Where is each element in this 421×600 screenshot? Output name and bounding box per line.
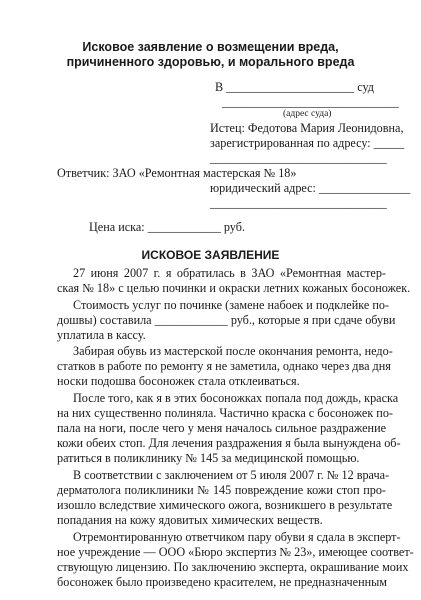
body-line-12: кожи обеих стоп. Для лечения раздражения я была вынуждена об- (57, 436, 401, 450)
defendant-line-3: _____________________________ (210, 196, 387, 210)
body-line-5: уплатила в кассу. (57, 328, 146, 342)
body-line-2: ская № 18» с целью починки и окраски летних кожаных босоножек. (57, 281, 411, 295)
document-title-line-1: Исковое заявление о возмещении вреда, (82, 40, 339, 54)
court-address-caption: (адрес суда) (283, 109, 332, 119)
body-line-6: Забирая обувь из мастерской после окончания ремонта, недо- (73, 344, 393, 358)
body-line-16: изошло вследствие химического ожога, возникшего в результате (57, 498, 393, 512)
plaintiff-line-2: зарегистрированная по адресу: _____ (210, 136, 405, 150)
body-line-20: ствующую лицензию. По заключению эксперта, окрашивание моих (57, 560, 409, 574)
body-line-21: босоножек было произведено красителем, не предназначенным (57, 575, 388, 589)
body-line-4: дошвы) составила ____________ руб., которые я при сдаче обуви (57, 313, 396, 327)
court-line-2: _____________________________ (222, 95, 399, 109)
body-line-15: дерматолога поликлиники № 145 повреждение кожи стоп про- (57, 483, 386, 497)
body-line-17: попадания на кожу ядовитых химических веществ. (57, 513, 323, 527)
body-line-7: статков в работе по ремонту я не заметила, однако через два дня (57, 359, 391, 373)
body-line-13: ратиться в поликлинику № 145 за медицинской помощью. (57, 451, 360, 465)
body-line-8: носки подошва босоножек стала отклеиваться. (57, 374, 300, 388)
plaintiff-line-1: Истец: Федотова Мария Леонидовна, (210, 121, 404, 135)
document-title-line-2: причиненного здоровью, и морального вреда (66, 55, 355, 69)
body-line-3: Стоимость услуг по починке (замене набоек и подклейке по- (73, 298, 389, 312)
body-line-10: на них существенно полиняла. Частично краска с босоножек по- (57, 406, 393, 420)
defendant-line-1: Ответчик: ЗАО «Ремонтная мастерская № 18» (57, 166, 297, 180)
body-line-18: Отремонтированную ответчиком пару обуви я сдала в эксперт- (73, 530, 401, 544)
body-line-1: 27 июня 2007 г. я обратилась в ЗАО «Ремонтная мастер- (73, 266, 386, 280)
defendant-line-2: юридический адрес: _______________ (210, 181, 411, 195)
body-line-19: ное учреждение — ООО «Бюро экспертиз № 23», имеющее соответ- (57, 545, 414, 559)
body-line-11: пала на ноги, после чего у меня началось сильное раздражение (57, 421, 386, 435)
claim-heading: ИСКОВОЕ ЗАЯВЛЕНИЕ (141, 248, 280, 262)
plaintiff-line-3: _____________________________ (210, 151, 387, 165)
body-line-14: В соответствии с заключением от 5 июля 2007 г. № 12 врача- (73, 468, 390, 482)
claim-price: Цена иска: ____________ руб. (89, 220, 245, 234)
court-line-1: В _____________________ суд (215, 80, 374, 94)
body-line-9: После того, как я в этих босоножках попала под дождь, краска (73, 391, 399, 405)
